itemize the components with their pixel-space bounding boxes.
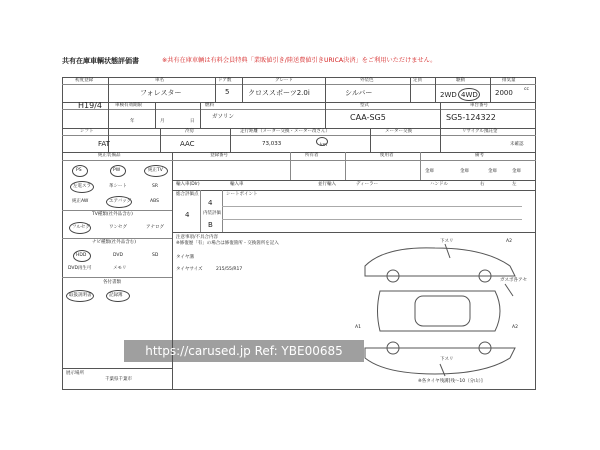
- import-dealer: 輸入車(Dlr): [176, 182, 200, 187]
- meter-check-circle: [316, 137, 328, 146]
- equip-leather: 革シート: [109, 184, 127, 189]
- watermark-banner: https://carused.jp Ref: YBE00685: [124, 340, 364, 362]
- equipment-title: 純正装備品: [98, 153, 121, 158]
- doc-manual: 取扱説明書: [69, 293, 92, 298]
- diagram-label-3: A1: [355, 325, 361, 330]
- diagram-label-4: A2: [512, 325, 518, 330]
- equip-airbag: エアバッグ: [109, 199, 132, 204]
- shift-label: シフト: [80, 129, 94, 134]
- nav-hdd: HDD: [76, 253, 87, 258]
- dealer-label: ディーラー: [356, 182, 379, 187]
- eval-points-value: 4: [208, 199, 213, 207]
- drive-2wd: 2WD: [440, 91, 457, 99]
- sub-label-1: 金庫: [425, 169, 434, 174]
- door-value: 5: [225, 88, 230, 96]
- equip-aw: 純正AW: [72, 199, 89, 204]
- tv-fullseg: フルセグ: [72, 225, 90, 230]
- nav-dvd-play: DVD再生可: [68, 266, 92, 271]
- displacement-label: 排気量: [502, 78, 516, 83]
- reg-year-value: H19/4: [78, 101, 102, 110]
- fuel-value: ガソリン: [212, 114, 235, 120]
- tire-size-value: 215/55/R17: [216, 267, 243, 272]
- notes-body: ※修復歴「有」の場合は修復箇所・交換箇所を記入: [176, 241, 279, 246]
- doc-record: 記録簿: [109, 293, 123, 298]
- recycle-status: 未確認: [510, 142, 524, 147]
- location-value: 千葉県千葉市: [105, 377, 132, 382]
- drive-label: 駆動: [456, 78, 465, 83]
- color-value: シルバー: [345, 89, 373, 97]
- car-damage-diagram: [345, 236, 535, 386]
- parallel-label: 並行輸入: [318, 182, 336, 187]
- car-name-value: フォレスター: [140, 89, 182, 97]
- equip-ps: PS: [76, 168, 82, 173]
- sub-label-2: 金庫: [460, 169, 469, 174]
- drive-4wd: 4WD: [461, 91, 478, 99]
- tv-oneseg: ワンセグ: [109, 225, 127, 230]
- reg-year-label: 初度登録: [75, 78, 93, 83]
- fuel-label: 燃料: [205, 103, 214, 108]
- notes-label: 備考: [475, 153, 484, 158]
- grade-label: グレード: [275, 78, 293, 83]
- displacement-value: 2000: [495, 89, 513, 97]
- tire-size-label: タイヤサイズ: [176, 267, 203, 272]
- notes-title: 注意事項/不具合内容: [176, 235, 219, 240]
- page-title: 共有在庫車輌状態評価書: [62, 57, 139, 65]
- import-label: 輸入車: [230, 182, 244, 187]
- location-label: 展示場所: [66, 371, 84, 376]
- chassis-value: CAA-SG5: [350, 113, 386, 122]
- eval-points-label: 総合評価点: [176, 192, 199, 197]
- diagram-label-5: 下スリ: [440, 357, 454, 362]
- handle-label: ハンドル: [430, 182, 448, 187]
- diagram-label-1: 下スリ: [440, 239, 454, 244]
- recycle-label: リサイクル預託金: [462, 129, 498, 134]
- arrow-top: [445, 244, 450, 258]
- tread-note: ※各タイヤ残溝[残～10（分山）]: [418, 379, 483, 384]
- meter-label: メーター交換: [385, 129, 412, 134]
- expiry-day: 日: [190, 119, 195, 124]
- nav-dvd: DVD: [113, 253, 123, 258]
- user-label: 使用者: [380, 153, 394, 158]
- nav-title: ナビ種類(社外品含む): [92, 240, 137, 245]
- expiry-month: 月: [160, 119, 165, 124]
- sub-label-4: 金庫: [512, 169, 521, 174]
- expiry-label: 車検有効期限: [115, 103, 142, 108]
- mileage-unit: km: [320, 143, 327, 148]
- equip-abs: ABS: [150, 199, 159, 204]
- grade-value: クロススポーツ2.0i: [248, 89, 310, 97]
- equip-pw: PW: [113, 168, 121, 173]
- car-top-view: [378, 291, 501, 331]
- arrow-right: [505, 284, 513, 296]
- color-label: 外装色: [360, 78, 374, 83]
- displacement-unit: cc: [524, 87, 529, 92]
- equip-slide: 左電スラ: [73, 184, 91, 189]
- interior-label: 内装評価: [203, 211, 221, 216]
- chassis-label: 型式: [360, 103, 369, 108]
- handle-left: 左: [512, 182, 517, 187]
- doc-title: 各付書類: [103, 280, 121, 285]
- frame-label: 車台番号: [470, 103, 488, 108]
- tv-analog: アナログ: [146, 225, 164, 230]
- shift-value: FAT: [98, 140, 110, 148]
- equip-sr: SR: [152, 184, 158, 189]
- car-side-top: [365, 248, 515, 276]
- ac-label: 冷房: [185, 129, 194, 134]
- handle-right: 右: [480, 182, 485, 187]
- ac-value: AAC: [180, 140, 195, 148]
- door-label: ドア数: [218, 78, 232, 83]
- diagram-label-2: A2: [506, 239, 512, 244]
- sub-label-3: 金庫: [488, 169, 497, 174]
- frame-value: SG5-124322: [446, 113, 496, 122]
- member-notice: ※共有在庫車輌は有料会員特典「業販値引き/陸送費値引きURICA決済」をご利用いただけません。: [162, 57, 437, 64]
- seat-point-label: シートポイント: [226, 192, 258, 197]
- car-roof: [415, 296, 470, 326]
- mileage-label: 走行距離（メーター交換・メーター改ざん）: [240, 129, 330, 134]
- expiry-year: 年: [130, 119, 135, 124]
- reg-number-label: 登録番号: [210, 153, 228, 158]
- owner-label: 所有者: [305, 153, 319, 158]
- equip-tv: 純正TV: [148, 168, 163, 173]
- eval-points-left: 4: [185, 211, 190, 219]
- interior-value: B: [208, 221, 213, 229]
- capacity-label: 定員: [413, 78, 422, 83]
- nav-sd: SD: [152, 253, 159, 258]
- car-name-label: 車名: [155, 78, 164, 83]
- diagram-label-6: ガスボ各アセ: [500, 278, 527, 283]
- tv-title: TV種類(社外品含む): [92, 212, 133, 217]
- mileage-value: 73,033: [262, 141, 282, 147]
- nav-memory: メモリ: [113, 266, 127, 271]
- tire-label: タイヤ溝: [176, 255, 194, 260]
